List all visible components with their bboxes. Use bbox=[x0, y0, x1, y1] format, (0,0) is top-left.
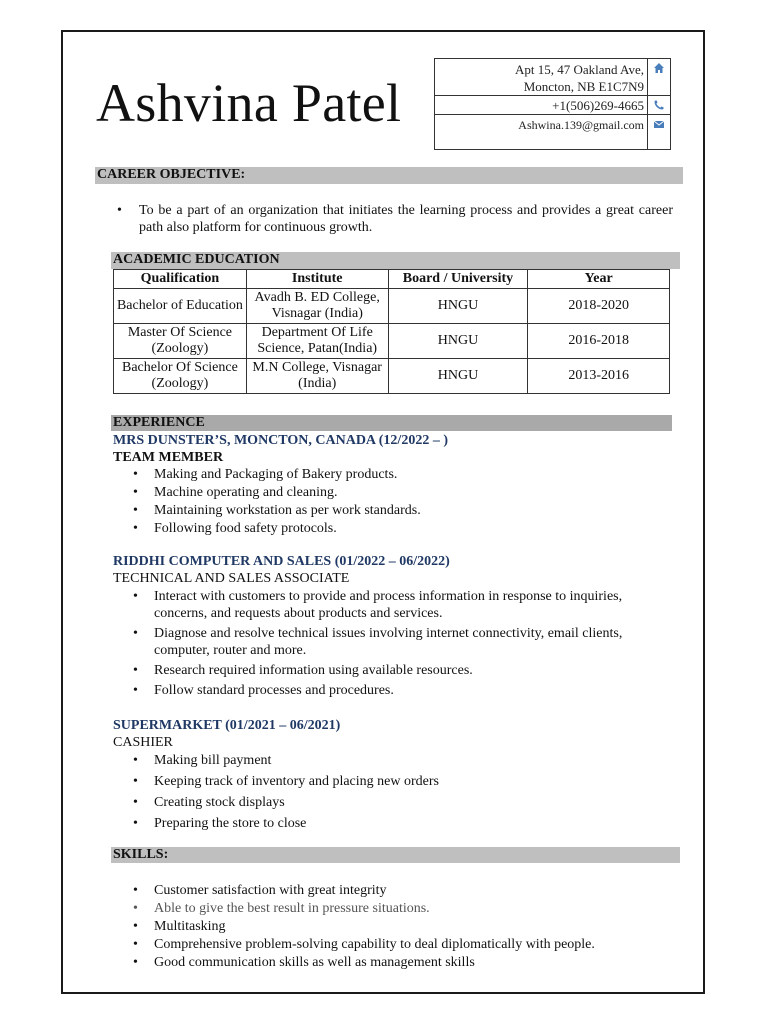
list-item: • Able to give the best result in pressure situations. bbox=[113, 900, 673, 917]
applicant-name: Ashvina Patel bbox=[96, 73, 402, 133]
column-header: Board / University bbox=[388, 270, 528, 289]
list-item: • Multitasking bbox=[113, 918, 673, 935]
table-row bbox=[114, 324, 670, 359]
career-objective-heading: CAREER OBJECTIVE: bbox=[95, 167, 683, 184]
institute-cell: Department Of Life Science, Patan(India) bbox=[246, 324, 388, 359]
job-title: RIDDHI COMPUTER AND SALES (01/2022 – 06/2022) bbox=[113, 554, 450, 569]
year-cell: 2018-2020 bbox=[528, 289, 670, 324]
column-header: Institute bbox=[246, 270, 388, 289]
contact-address-row bbox=[435, 59, 670, 96]
job-duties-list bbox=[113, 466, 673, 537]
education-heading: ACADEMIC EDUCATION bbox=[111, 252, 680, 269]
institute-cell: Avadh B. ED College, Visnagar (India) bbox=[246, 289, 388, 324]
phone-number: +1(506)269-4665 bbox=[552, 98, 644, 113]
qualification-cell: Master Of Science (Zoology) bbox=[114, 324, 247, 359]
contact-email-row bbox=[435, 115, 670, 149]
list-item: • Making and Packaging of Bakery products. bbox=[113, 466, 673, 483]
address-line-2: Moncton, NB E1C7N9 bbox=[523, 79, 644, 94]
list-item: • Good communication skills as well as management skills bbox=[113, 954, 673, 971]
column-header: Year bbox=[528, 270, 670, 289]
column-header: Qualification bbox=[114, 270, 247, 289]
job-title: MRS DUNSTER’S, MONCTON, CANADA (12/2022 – ) bbox=[113, 433, 448, 448]
year-cell: 2013-2016 bbox=[528, 359, 670, 394]
list-item: • Keeping track of inventory and placing new orders bbox=[113, 773, 673, 790]
list-item: • Creating stock displays bbox=[113, 794, 673, 811]
list-item: • Diagnose and resolve technical issues involving internet connectivity, email clients, computer, router and more. bbox=[113, 625, 633, 659]
board-cell: HNGU bbox=[388, 289, 528, 324]
list-item: • Interact with customers to provide and process information in response to inquiries, concerns, and requests about products and services. bbox=[113, 588, 633, 622]
list-item: • Customer satisfaction with great integrity bbox=[113, 882, 673, 899]
qualification-cell: Bachelor of Education bbox=[114, 289, 247, 324]
job-role: TECHNICAL AND SALES ASSOCIATE bbox=[113, 571, 350, 586]
skills-list bbox=[113, 882, 673, 971]
home-icon bbox=[647, 59, 670, 95]
job-duties-list bbox=[113, 588, 633, 699]
job-role: CASHIER bbox=[113, 735, 173, 750]
contact-phone-row bbox=[435, 96, 670, 115]
qualification-cell: Bachelor Of Science (Zoology) bbox=[114, 359, 247, 394]
list-item: • Follow standard processes and procedures. bbox=[113, 682, 633, 699]
experience-heading: EXPERIENCE bbox=[111, 415, 672, 431]
job-role: TEAM MEMBER bbox=[113, 450, 224, 465]
table-row bbox=[114, 359, 670, 394]
year-cell: 2016-2018 bbox=[528, 324, 670, 359]
objective-text: To be a part of an organization that initiates the learning process and provides a great career path also platform for continuous growth. bbox=[139, 203, 673, 235]
list-item: • Machine operating and cleaning. bbox=[113, 484, 673, 501]
mail-icon bbox=[647, 115, 670, 149]
education-table bbox=[113, 269, 670, 394]
list-item: • Making bill payment bbox=[113, 752, 673, 769]
list-item: • Following food safety protocols. bbox=[113, 520, 673, 537]
job-title: SUPERMARKET (01/2021 – 06/2021) bbox=[113, 718, 341, 733]
bullet-icon: • bbox=[117, 203, 122, 218]
list-item: • Preparing the store to close bbox=[113, 815, 673, 832]
skills-heading: SKILLS: bbox=[111, 847, 680, 863]
table-row bbox=[114, 289, 670, 324]
list-item: • Research required information using available resources. bbox=[113, 662, 633, 679]
address-line-1: Apt 15, 47 Oakland Ave, bbox=[514, 62, 644, 77]
board-cell: HNGU bbox=[388, 324, 528, 359]
job-duties-list bbox=[113, 752, 673, 832]
institute-cell: M.N College, Visnagar (India) bbox=[246, 359, 388, 394]
contact-box bbox=[434, 58, 671, 150]
list-item: • Maintaining workstation as per work standards. bbox=[113, 502, 673, 519]
email-address[interactable]: Ashwina.139@gmail.com bbox=[518, 118, 644, 132]
list-item: • Comprehensive problem-solving capability to deal diplomatically with people. bbox=[113, 936, 673, 953]
board-cell: HNGU bbox=[388, 359, 528, 394]
phone-icon bbox=[647, 96, 670, 114]
table-header-row bbox=[114, 270, 670, 289]
